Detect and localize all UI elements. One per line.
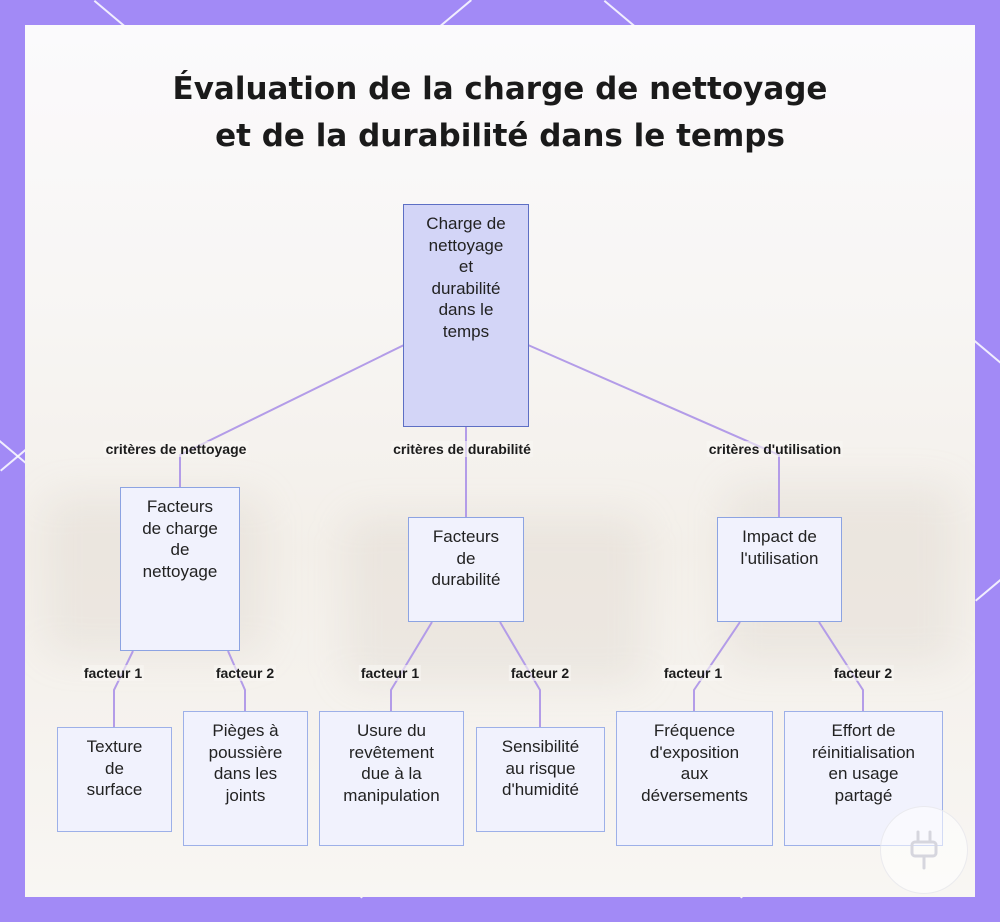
edge-cleaning-texture xyxy=(114,651,133,727)
node-text: surface xyxy=(86,780,143,799)
node-text: Impact de xyxy=(742,527,817,546)
title-line-1: Évaluation de la charge de nettoyage xyxy=(172,71,828,107)
node-text: Texture xyxy=(86,737,143,756)
edge-label-spill: facteur 1 xyxy=(663,665,723,681)
node-text: Charge de xyxy=(426,214,506,233)
node-text: d'exposition xyxy=(649,742,740,762)
node-text: en usage xyxy=(828,764,899,783)
plug-icon xyxy=(904,828,944,872)
edge-label-humidity: facteur 2 xyxy=(510,665,570,681)
edge-label-texture: facteur 1 xyxy=(83,665,143,681)
durability-factors-node xyxy=(408,517,524,622)
node-text: durabilité xyxy=(431,570,501,589)
node-text: nettoyage xyxy=(142,561,218,581)
node-text: Usure du xyxy=(357,721,426,740)
edge-label-cleaning: critères de nettoyage xyxy=(105,441,247,457)
coating-wear-node xyxy=(319,711,464,846)
node-text: l'utilisation xyxy=(740,548,819,568)
node-text: de xyxy=(456,548,476,568)
node-text: joints xyxy=(225,785,266,805)
node-text: nettoyage xyxy=(428,235,504,255)
edge-label-reset: facteur 2 xyxy=(833,665,893,681)
edge-root-cleaning xyxy=(180,345,404,487)
node-text: Fréquence xyxy=(653,721,736,740)
dust-traps-node xyxy=(183,711,308,846)
node-text: dans le xyxy=(438,300,494,319)
node-text: partagé xyxy=(834,785,893,805)
cleaning-factors-node xyxy=(120,487,240,651)
surface-texture-node xyxy=(57,727,172,832)
node-text: au risque xyxy=(505,758,576,778)
plug-badge xyxy=(880,806,968,894)
root-node xyxy=(403,204,529,427)
node-text: Effort de xyxy=(831,721,896,740)
node-text: et xyxy=(458,257,474,276)
node-text: dans les xyxy=(213,764,278,783)
title-line-2: et de la durabilité dans le temps xyxy=(215,118,785,154)
edge-label-dust: facteur 2 xyxy=(215,665,275,681)
node-text: déversements xyxy=(641,785,748,805)
node-text: revêtement xyxy=(348,742,435,762)
edge-label-wear: facteur 1 xyxy=(360,665,420,681)
node-text: aux xyxy=(680,764,709,783)
node-text: manipulation xyxy=(343,785,440,805)
node-text: Pièges à xyxy=(212,721,279,740)
usage-impact-node xyxy=(717,517,842,622)
node-text: Sensibilité xyxy=(501,737,580,756)
node-text: de charge xyxy=(142,518,218,538)
node-text: d'humidité xyxy=(502,780,579,799)
node-text: de xyxy=(170,540,190,559)
node-text: due à la xyxy=(361,764,422,783)
edge-root-usage xyxy=(528,345,779,517)
node-text: réinitialisation xyxy=(812,742,915,762)
node-text: durabilité xyxy=(431,278,501,298)
edge-cleaning-dust xyxy=(228,651,245,711)
humidity-sensitivity-node xyxy=(476,727,605,832)
node-text: temps xyxy=(442,321,490,341)
edge-label-durability: critères de durabilité xyxy=(393,441,531,457)
node-text: Facteurs xyxy=(146,497,214,516)
node-text: de xyxy=(105,758,124,778)
edge-label-usage: critères d'utilisation xyxy=(708,441,842,457)
spill-frequency-node xyxy=(616,711,773,846)
node-text: poussière xyxy=(208,742,283,762)
node-text: Facteurs xyxy=(432,527,500,546)
